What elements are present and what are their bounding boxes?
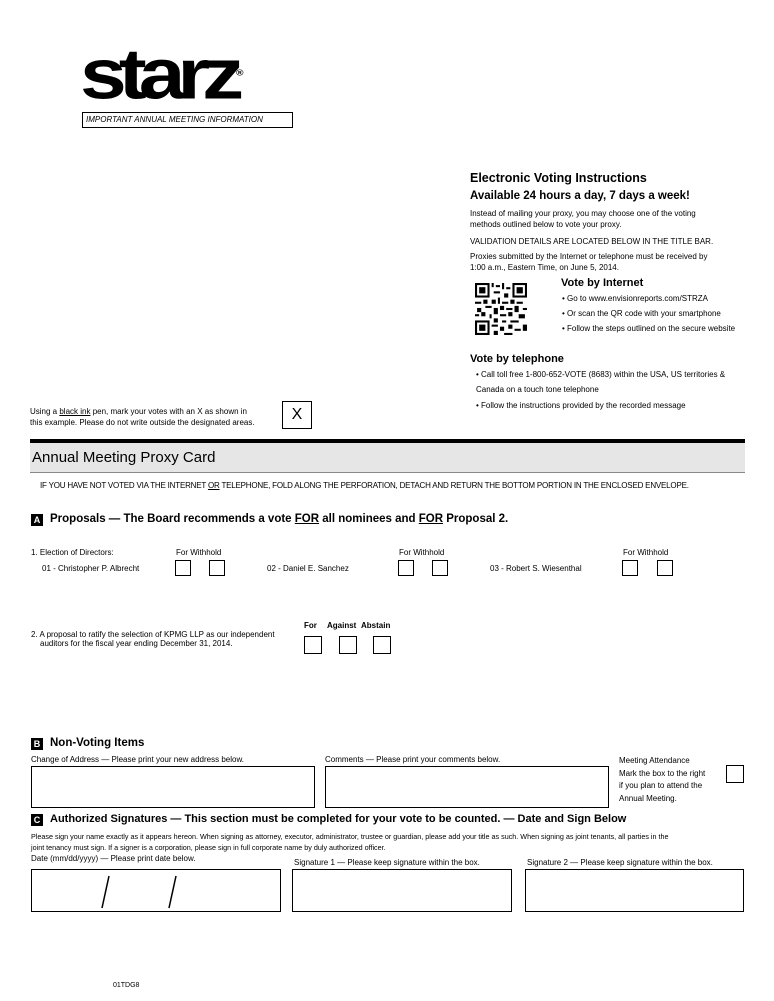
nominee-2-for-checkbox[interactable] (398, 560, 414, 576)
section-a-heading: Proposals — The Board recommends a vote FOR all nominees and FOR Proposal 2. (50, 513, 509, 525)
proposal2-against-checkbox[interactable] (339, 636, 357, 654)
attendance-line-1: Mark the box to the right (619, 768, 706, 778)
proposal2-text (31, 630, 275, 648)
date-label: Date (mm/dd/yyyy) — Please print date below. (31, 854, 196, 863)
sig-instr-line-1: Please sign your name exactly as it appears hereon. When signing as attorney, executor, administrator, trustee or guardian, please add your title as such. When signing as joint tenants, all parties in the (31, 832, 669, 841)
date-field[interactable] (31, 869, 281, 912)
signature2-label: Signature 2 — Please keep signature within the box. (527, 858, 713, 867)
availability-text: Available 24 hours a day, 7 days a week! (470, 190, 690, 202)
nominee-2: 02 - Daniel E. Sanchez (267, 564, 349, 573)
col-labels-2: For Withhold (399, 548, 445, 557)
ink-line-1: Using a black ink pen, mark your votes with an X as shown in (30, 407, 248, 416)
signature-instructions (31, 831, 669, 853)
comments-label: Comments — Please print your comments below. (325, 755, 501, 764)
sig-instr-line-2: joint tenancy must sign. If a signer is a corporation, please sign in full corporate name by duly authorized officer. (31, 843, 386, 852)
attendance-title: Meeting Attendance (619, 756, 690, 765)
telephone-bullet-2: • Follow the instructions provided by the recorded message (476, 401, 686, 410)
detach-instructions: IF YOU HAVE NOT VOTED VIA THE INTERNET OR TELEPHONE, FOLD ALONG THE PERFORATION, DETACH AND RETURN THE BOTTOM PORTION IN THE ENCLOSED ENVELOPE. (40, 481, 689, 490)
nominee-3-withhold-checkbox[interactable] (657, 560, 673, 576)
nominee-3: 03 - Robert S. Wiesenthal (490, 564, 582, 573)
card-title: Annual Meeting Proxy Card (32, 449, 216, 466)
internet-bullet-2: • Or scan the QR code with your smartphone (562, 309, 721, 318)
col-labels-3: For Withhold (623, 548, 669, 557)
section-b-badge: B (31, 738, 43, 750)
vote-telephone-heading: Vote by telephone (470, 353, 564, 365)
telephone-bullet-1-cont: Canada on a touch tone telephone (476, 385, 599, 394)
deadline-line-1: Proxies submitted by the Internet or telephone must be received by (470, 252, 708, 261)
validation-text: VALIDATION DETAILS ARE LOCATED BELOW IN THE TITLE BAR. (470, 237, 714, 246)
proposal2-against-label: Against (327, 621, 357, 630)
tagline: IMPORTANT ANNUAL MEETING INFORMATION (82, 112, 293, 128)
change-address-label: Change of Address — Please print your new address below. (31, 755, 245, 764)
example-mark-box: X (282, 401, 312, 429)
col-labels-1: For Withhold (176, 548, 222, 557)
signature2-field[interactable] (525, 869, 744, 912)
intro-line-1: Instead of mailing your proxy, you may choose one of the voting (470, 209, 696, 218)
meeting-attendance-checkbox[interactable] (726, 765, 744, 783)
section-a-badge: A (31, 514, 43, 526)
proposal2-line-1: 2. A proposal to ratify the selection of KPMG LLP as our independent (31, 630, 275, 639)
proposal2-abstain-label: Abstain (361, 621, 391, 630)
nominee-2-withhold-checkbox[interactable] (432, 560, 448, 576)
proposal2-for-checkbox[interactable] (304, 636, 322, 654)
nominee-1-for-checkbox[interactable] (175, 560, 191, 576)
intro-text (470, 208, 696, 230)
signature1-label: Signature 1 — Please keep signature within the box. (294, 858, 480, 867)
signature1-field[interactable] (292, 869, 512, 912)
vote-internet-heading: Vote by Internet (561, 277, 644, 289)
qr-code-icon (475, 283, 527, 335)
proposal2-abstain-checkbox[interactable] (373, 636, 391, 654)
section-c-heading: Authorized Signatures — This section must be completed for your vote to be counted. — Date and Sign Below (50, 813, 627, 825)
election-label: 1. Election of Directors: (31, 548, 114, 557)
comments-field[interactable] (325, 766, 609, 808)
attendance-line-2: if you plan to attend the (619, 781, 703, 790)
attendance-line-3: Annual Meeting. (619, 793, 677, 803)
intro-line-2: methods outlined below to vote your proxy. (470, 220, 622, 229)
attendance-text (619, 755, 705, 805)
nominee-3-for-checkbox[interactable] (622, 560, 638, 576)
internet-bullet-3: • Follow the steps outlined on the secure website (562, 324, 736, 333)
ink-instructions (30, 406, 255, 428)
nominee-1-withhold-checkbox[interactable] (209, 560, 225, 576)
change-address-field[interactable] (31, 766, 315, 808)
proposal2-for-label: For (304, 621, 317, 630)
starz-logo: starz® (80, 34, 244, 114)
section-b-heading: Non-Voting Items (50, 737, 145, 749)
nominee-1: 01 - Christopher P. Albrecht (42, 564, 140, 573)
internet-bullet-1: • Go to www.envisionreports.com/STRZA (562, 294, 708, 303)
proposal2-line-2: auditors for the fiscal year ending December 31, 2014. (40, 639, 233, 648)
electronic-voting-title: Electronic Voting Instructions (470, 171, 647, 185)
card-title-bar (30, 443, 745, 473)
ink-line-2: this example. Please do not write outside the designated areas. (30, 418, 255, 427)
footer-code: 01TDG8 (113, 982, 140, 989)
section-c-badge: C (31, 814, 43, 826)
telephone-bullet-1: • Call toll free 1-800-652-VOTE (8683) within the USA, US territories & (476, 370, 726, 379)
deadline-text (470, 251, 750, 273)
deadline-line-2: 1:00 a.m., Eastern Time, on June 5, 2014. (470, 263, 619, 272)
date-slashes (32, 870, 282, 913)
